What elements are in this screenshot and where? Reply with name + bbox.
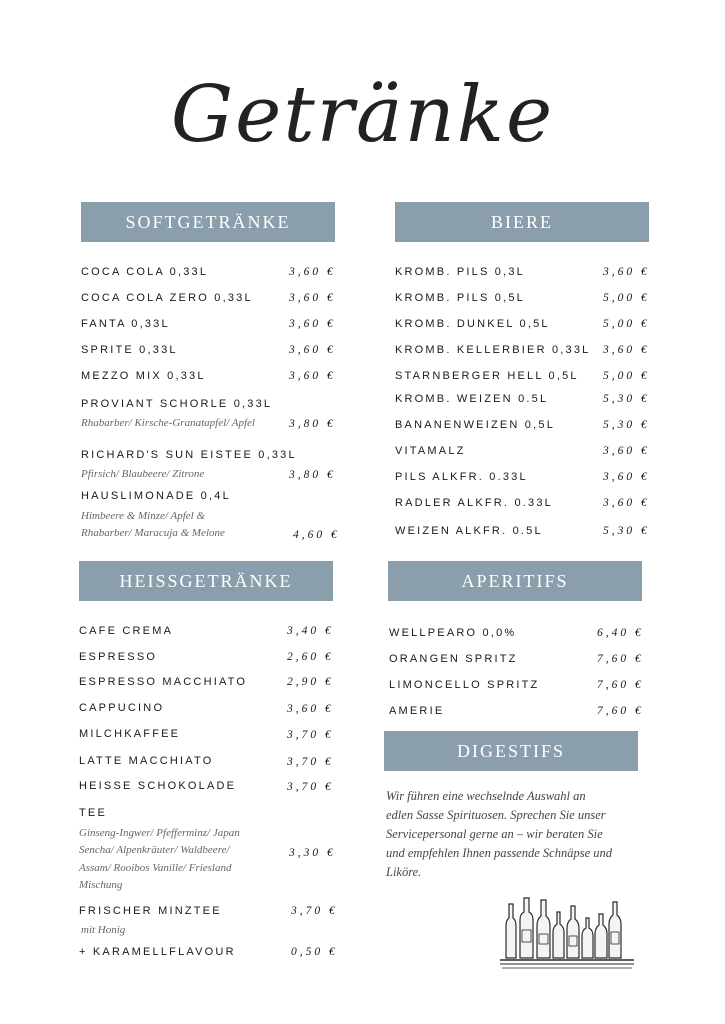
menu-item-description: Mischung	[79, 879, 123, 891]
menu-item-name: SPRITE 0,33L	[81, 344, 178, 356]
menu-item-price: 3,70 €	[291, 905, 338, 917]
digestifs-text-line: edlen Sasse Spirituosen. Sprechen Sie unser	[386, 808, 606, 822]
menu-item-name: KROMB. PILS 0,5L	[395, 292, 525, 304]
menu-item-price: 3,60 €	[603, 471, 650, 483]
biere-heading: BIERE	[395, 202, 649, 242]
menu-item-price: 3,70 €	[287, 756, 334, 768]
menu-item-name: KROMB. DUNKEL 0,5L	[395, 318, 550, 330]
menu-item-description: mit Honig	[81, 924, 126, 936]
menu-item-name: PILS ALKFR. 0.33L	[395, 471, 528, 483]
menu-item-name: LATTE MACCHIATO	[79, 755, 214, 767]
menu-item-price: 5,30 €	[603, 419, 650, 431]
menu-item-price: 4,60 €	[293, 529, 340, 541]
menu-item-name: MEZZO MIX 0,33L	[81, 370, 206, 382]
menu-item-price: 2,60 €	[287, 651, 334, 663]
menu-item-name: LIMONCELLO SPRITZ	[389, 679, 540, 691]
menu-item-price: 3,30 €	[289, 847, 336, 859]
digestifs-text-line: Wir führen eine wechselnde Auswahl an	[386, 789, 586, 803]
menu-item-price: 3,60 €	[289, 318, 336, 330]
menu-item-price: 3,60 €	[289, 370, 336, 382]
softgetraenke-heading: SOFTGETRÄNKE	[81, 202, 335, 242]
menu-item-description: Rhabarber/ Maracuja & Melone	[81, 527, 225, 539]
menu-item-name: FANTA 0,33L	[81, 318, 170, 330]
menu-item-price: 3,60 €	[289, 292, 336, 304]
menu-item-price: 5,00 €	[603, 370, 650, 382]
menu-item-name: VITAMALZ	[395, 445, 466, 457]
menu-item-name: ORANGEN SPRITZ	[389, 653, 518, 665]
menu-item-price: 5,00 €	[603, 292, 650, 304]
menu-item-name: ESPRESSO MACCHIATO	[79, 676, 248, 688]
menu-item-name: COCA COLA 0,33L	[81, 266, 209, 278]
menu-item-name: WELLPEARO 0,0%	[389, 627, 517, 639]
menu-item-name: KROMB. KELLERBIER 0,33L	[395, 344, 591, 356]
digestifs-heading: DIGESTIFS	[384, 731, 638, 771]
menu-item-name: CAFE CREMA	[79, 625, 174, 637]
menu-item-price: 6,40 €	[597, 627, 644, 639]
menu-item-description: Pfirsich/ Blaubeere/ Zitrone	[81, 468, 205, 480]
menu-item-price: 3,70 €	[287, 729, 334, 741]
menu-item-name: MILCHKAFFEE	[79, 728, 181, 740]
menu-item-price: 3,60 €	[287, 703, 334, 715]
menu-item-name: + KARAMELLFLAVOUR	[79, 946, 236, 958]
menu-item-price: 3,60 €	[603, 344, 650, 356]
menu-item-price: 3,60 €	[603, 497, 650, 509]
digestifs-text-line: und empfehlen Ihnen passende Schnäpse und	[386, 846, 612, 860]
menu-item-name: TEE	[79, 807, 107, 819]
digestifs-text-line: Liköre.	[386, 865, 422, 879]
aperitifs-heading: APERITIFS	[388, 561, 642, 601]
heissgetraenke-heading: HEISSGETRÄNKE	[79, 561, 333, 601]
menu-item-price: 3,40 €	[287, 625, 334, 637]
menu-item-name: STARNBERGER HELL 0,5L	[395, 370, 579, 382]
menu-item-name: KROMB. PILS 0,3L	[395, 266, 525, 278]
menu-item-price: 7,60 €	[597, 705, 644, 717]
digestifs-text-line: Servicepersonal gerne an – wir beraten Sie	[386, 827, 603, 841]
menu-item-name: RADLER ALKFR. 0.33L	[395, 497, 553, 509]
menu-item-name: HEISSE SCHOKOLADE	[79, 780, 237, 792]
menu-item-description: Rhabarber/ Kirsche-Granatapfel/ Apfel	[81, 417, 255, 429]
menu-item-description: Sencha/ Alpenkräuter/ Waldbeere/	[79, 844, 230, 856]
page-title: Getränke	[170, 70, 555, 160]
menu-item-name: RICHARD'S SUN EISTEE 0,33L	[81, 449, 297, 461]
menu-item-name: COCA COLA ZERO 0,33L	[81, 292, 253, 304]
menu-item-price: 3,80 €	[289, 418, 336, 430]
menu-item-price: 3,60 €	[289, 266, 336, 278]
menu-item-price: 3,70 €	[287, 781, 334, 793]
menu-item-name: PROVIANT SCHORLE 0,33L	[81, 398, 273, 410]
menu-item-name: FRISCHER MINZTEE	[79, 905, 222, 917]
menu-item-name: KROMB. WEIZEN 0.5L	[395, 393, 549, 405]
menu-item-name: AMERIE	[389, 705, 445, 717]
menu-item-price: 0,50 €	[291, 946, 338, 958]
menu-item-price: 5,30 €	[603, 525, 650, 537]
menu-item-price: 5,30 €	[603, 393, 650, 405]
menu-item-price: 2,90 €	[287, 676, 334, 688]
menu-item-price: 3,60 €	[289, 344, 336, 356]
menu-item-description: Assam/ Rooibos Vanille/ Friesland	[79, 862, 232, 874]
menu-item-price: 7,60 €	[597, 679, 644, 691]
menu-item-price: 3,60 €	[603, 266, 650, 278]
menu-item-price: 5,00 €	[603, 318, 650, 330]
menu-item-name: BANANENWEIZEN 0,5L	[395, 419, 556, 431]
menu-item-price: 3,80 €	[289, 469, 336, 481]
menu-item-description: Himbeere & Minze/ Apfel &	[81, 510, 206, 522]
menu-item-name: CAPPUCINO	[79, 702, 165, 714]
menu-item-name: HAUSLIMONADE 0,4L	[81, 490, 231, 502]
menu-item-description: Ginseng-Ingwer/ Pfefferminz/ Japan	[79, 827, 240, 839]
menu-item-name: WEIZEN ALKFR. 0.5L	[395, 525, 543, 537]
bottles-illustration	[496, 892, 638, 972]
menu-item-price: 7,60 €	[597, 653, 644, 665]
menu-item-name: ESPRESSO	[79, 651, 158, 663]
menu-item-price: 3,60 €	[603, 445, 650, 457]
